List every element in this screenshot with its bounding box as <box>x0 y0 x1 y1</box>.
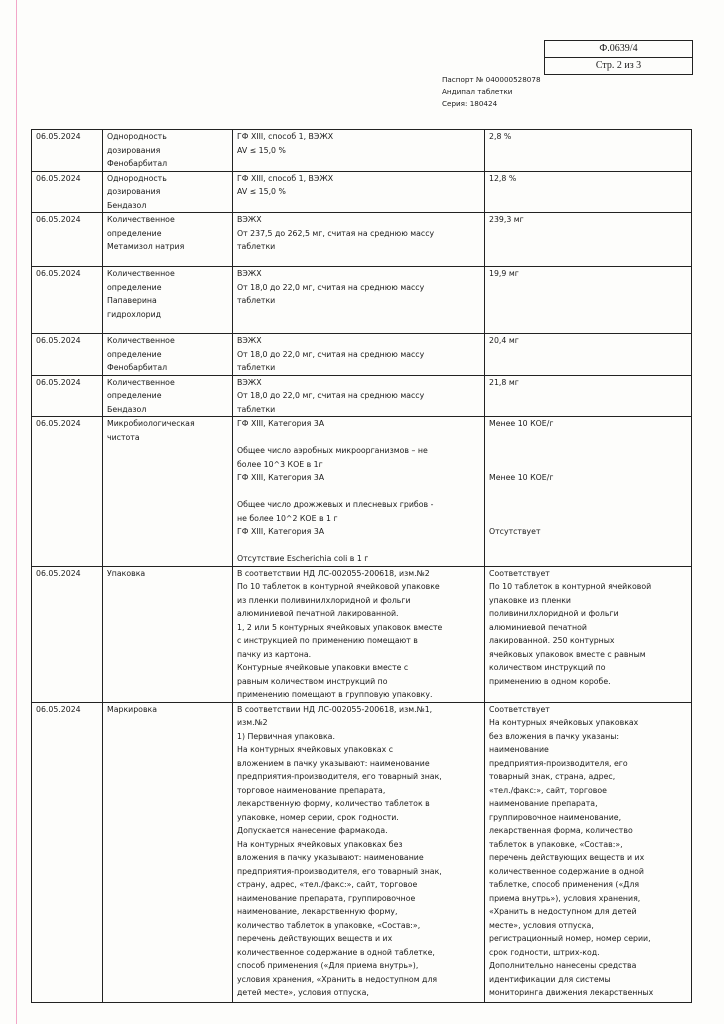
test-date: 06.05.2024 <box>32 130 103 172</box>
test-requirement: ВЭЖХ От 18,0 до 22,0 мг, считая на среднюю массу таблетки <box>233 267 485 334</box>
test-result: 12,8 % <box>485 171 692 213</box>
product-name: Андипал таблетки <box>442 87 513 96</box>
test-date: 06.05.2024 <box>32 213 103 267</box>
test-result: 2,8 % <box>485 130 692 172</box>
test-date: 06.05.2024 <box>32 417 103 567</box>
test-name: Количественное определение Метамизол натрия <box>103 213 233 267</box>
test-name: Однородность дозирования Фенобарбитал <box>103 130 233 172</box>
page-margin-line <box>16 0 17 1024</box>
form-code: Ф.0639/4 <box>599 43 638 54</box>
form-code-box <box>544 40 693 75</box>
table-row <box>32 375 692 417</box>
test-date: 06.05.2024 <box>32 171 103 213</box>
test-requirement: ВЭЖХ От 18,0 до 22,0 мг, считая на среднюю массу таблетки <box>233 375 485 417</box>
test-result: 239,3 мг <box>485 213 692 267</box>
test-name: Количественное определение Фенобарбитал <box>103 334 233 376</box>
table-row <box>32 334 692 376</box>
passport-number: Паспорт № 040000528078 <box>442 75 541 84</box>
test-requirement: В соответствии НД ЛС-002055-200618, изм.№1, изм.№2 1) Первичная упаковка. На контурных ячейковых упаковках с вложением в пачку указывают: наименование предприятия-производителя, его товарный знак, торговое наименование препарата, лекарственную форму, количество таблеток в упаковке, номер серии, срок годности. Допускается нанесение фармакода. На контурных ячейковых упаковках без вложения в пачку указывают: наименование предприятия-производителя, его товарный знак, страну, адрес, «тел./факс:», сайт, торговое наименование препарата, группировочное наименование, лекарственную форму, количество таблеток в упаковке, «Состав:», перечень действующих веществ и их количественное содержание в одной таблетке, способ применения («Для приема внутрь»), условия хранения, «Хранить в недоступном для детей месте», условия отпуска, <box>233 702 485 1002</box>
table-row <box>32 267 692 334</box>
test-requirement: ГФ XIII, способ 1, ВЭЖХ AV ≤ 15,0 % <box>233 130 485 172</box>
test-date: 06.05.2024 <box>32 334 103 376</box>
test-result: 21,8 мг <box>485 375 692 417</box>
test-results-table <box>31 129 692 1003</box>
test-name: Микробиологическая чистота <box>103 417 233 567</box>
test-requirement: В соответствии НД ЛС-002055-200618, изм.№2 По 10 таблеток в контурной ячейковой упаковке из пленки поливинилхлоридной и фольги алюминиевой печатной лакированной. 1, 2 или 5 контурных ячейковых упаковок вместе с инструкцией по применению помещают в пачку из картона. Контурные ячейковые упаковки вместе с равным количеством инструкций по применению помещают в групповую упаковку. <box>233 566 485 702</box>
test-name: Однородность дозирования Бендазол <box>103 171 233 213</box>
test-date: 06.05.2024 <box>32 702 103 1002</box>
table-row <box>32 566 692 702</box>
test-requirement: ВЭЖХ От 237,5 до 262,5 мг, считая на среднюю массу таблетки <box>233 213 485 267</box>
page-number: Стр. 2 из 3 <box>545 57 692 74</box>
test-name: Упаковка <box>103 566 233 702</box>
test-result: 20,4 мг <box>485 334 692 376</box>
test-date: 06.05.2024 <box>32 267 103 334</box>
test-name: Количественное определение Папаверина гидрохлорид <box>103 267 233 334</box>
table-row <box>32 417 692 567</box>
test-name: Количественное определение Бендазол <box>103 375 233 417</box>
passport-info <box>442 74 541 110</box>
table-row <box>32 130 692 172</box>
table-row <box>32 702 692 1002</box>
table-row <box>32 171 692 213</box>
test-requirement: ВЭЖХ От 18,0 до 22,0 мг, считая на среднюю массу таблетки <box>233 334 485 376</box>
test-name: Маркировка <box>103 702 233 1002</box>
test-date: 06.05.2024 <box>32 566 103 702</box>
test-requirement: ГФ XIII, способ 1, ВЭЖХ AV ≤ 15,0 % <box>233 171 485 213</box>
table-row <box>32 213 692 267</box>
test-date: 06.05.2024 <box>32 375 103 417</box>
test-result: Менее 10 КОЕ/г Менее 10 КОЕ/г Отсутствует <box>485 417 692 567</box>
test-requirement: ГФ XIII, Категория 3А Общее число аэробных микроорганизмов – не более 10^3 КОЕ в 1г ГФ XIII, Категория 3А Общее число дрожжевых и плесневых грибов - не более 10^2 КОЕ в 1 г ГФ XIII, Категория 3А Отсутствие Escherichia coli в 1 г <box>233 417 485 567</box>
test-result: 19,9 мг <box>485 267 692 334</box>
test-result: Соответствует На контурных ячейковых упаковках без вложения в пачку указаны: наименование предприятия-производителя, его товарный знак, страна, адрес, «тел./факс:», сайт, торговое наименование препарата, группировочное наименование, лекарственная форма, количество таблеток в упаковке, «Состав:», перечень действующих веществ и их количественное содержание в одной таблетке, способ применения («Для приема внутрь»), условия хранения, «Хранить в недоступном для детей месте», условия отпуска, регистрационный номер, номер серии, срок годности, штрих-код. Дополнительно нанесены средства идентификации для системы мониторинга движения лекарственных <box>485 702 692 1002</box>
series-number: Серия: 180424 <box>442 99 498 108</box>
test-result: Соответствует По 10 таблеток в контурной ячейковой упаковке из пленки поливинилхлоридной и фольги алюминиевой печатной лакированной. 250 контурных ячейковых упаковок вместе с равным количеством инструкций по применению в одном коробе. <box>485 566 692 702</box>
